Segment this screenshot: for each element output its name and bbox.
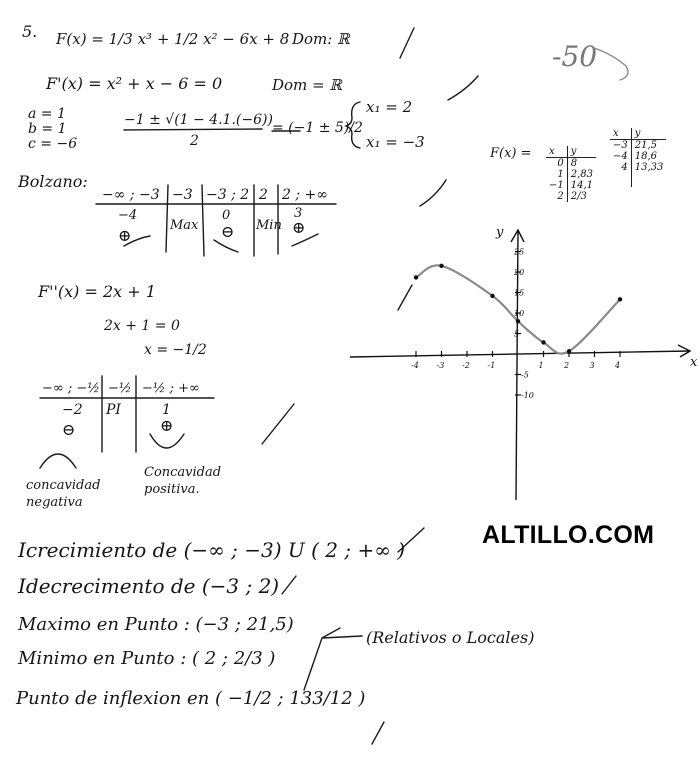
problem-number: 5. [22, 22, 38, 41]
table2-x-1: −3 [610, 140, 631, 152]
table1-y-3: 14,1 [570, 180, 594, 191]
y-tick-label: 5 [514, 329, 520, 339]
table1-x-4: 2 [546, 191, 567, 202]
data-point [439, 264, 443, 268]
concavity-value-2: PI [106, 402, 121, 418]
bolzano-header-4: 2 [259, 187, 268, 203]
bolzano-sign-1: ⊕ [118, 226, 132, 245]
maximum-point: Maximo en Punto : (−3 ; 21,5) [18, 614, 294, 635]
x-tick-label: 2 [564, 361, 570, 370]
y-axis-label: y [496, 225, 504, 240]
concavity-header-2: −½ [108, 381, 132, 396]
derivative-domain: Dom = ℝ [272, 76, 342, 94]
x-tick-label: 4 [615, 361, 621, 370]
x-axis-label: x [690, 355, 698, 370]
grade-mark: -50 [552, 40, 598, 73]
y-tick-label: 15 [514, 288, 525, 298]
relative-extrema-note: (Relativos o Locales) [366, 628, 535, 647]
table2-header-x: x [610, 128, 631, 140]
quadratic-result: = (−1 ± 5)/2 [272, 120, 363, 136]
function-definition: F(x) = 1/3 x³ + 1/2 x² − 6x + 8 [56, 30, 290, 48]
table1-y-4: 2/3 [570, 191, 587, 202]
concavity-positive-label: Concavidad [144, 465, 222, 480]
bolzano-value-4: Min [256, 218, 282, 233]
table1-x-1: 0 [546, 158, 567, 170]
concavity-sign-1: ⊖ [62, 420, 76, 439]
bolzano-sign-5: ⊕ [292, 218, 306, 237]
x-axis [350, 351, 690, 357]
quadratic-formula: −1 ± √(1 − 4.1.(−6)) [124, 112, 273, 128]
table1-y-2: 2,83 [570, 169, 594, 180]
x-tick-label: -1 [487, 361, 496, 370]
concavity-value-3: 1 [162, 402, 171, 418]
concavity-value-1: −2 [62, 402, 83, 418]
inflection-x: x = −1/2 [144, 342, 207, 358]
concavity-negative-label-2: negativa [26, 495, 83, 510]
concavity-negative-label: concavidad [26, 478, 101, 493]
bolzano-header-1: −∞ ; −3 [102, 187, 160, 203]
concavity-sign-3: ⊕ [160, 416, 174, 435]
bolzano-header-3: −3 ; 2 [206, 187, 250, 203]
bolzano-value-1: −4 [118, 208, 138, 223]
y-tick-label: 25 [514, 247, 525, 257]
table2-x-2: −4 [610, 151, 631, 162]
table2-x-3: 4 [610, 162, 631, 173]
minimum-point: Minimo en Punto : ( 2 ; 2/3 ) [18, 648, 276, 669]
y-tick-label: 10 [514, 309, 525, 318]
bolzano-value-3: 0 [222, 208, 231, 223]
root-2: x₁ = −3 [366, 133, 425, 151]
table1-header-x: x [546, 146, 567, 158]
y-tick-label: -5 [521, 370, 529, 380]
data-point [541, 340, 545, 344]
value-table-label: F(x) = [490, 146, 532, 161]
table2-y-3: 13,33 [634, 162, 664, 173]
second-derivative-equation: 2x + 1 = 0 [104, 318, 180, 334]
bolzano-value-5: 3 [294, 206, 303, 221]
root-1: x₁ = 2 [366, 98, 413, 116]
table1-header-y: y [567, 146, 596, 158]
table1-x-3: −1 [546, 180, 567, 191]
decreasing-interval: Idecrecimento de (−3 ; 2) [18, 574, 280, 598]
table2-y-1: 21,5 [634, 140, 658, 151]
bolzano-header-5: 2 ; +∞ [282, 187, 328, 203]
bolzano-label: Bolzano: [18, 172, 88, 191]
coefficient-c: c = −6 [28, 136, 78, 152]
concavity-positive-label-2: positiva. [144, 482, 200, 497]
data-point [414, 275, 418, 279]
x-tick-label: -4 [411, 361, 419, 370]
inflection-point: Punto de inflexion en ( −1/2 ; 133/12 ) [16, 688, 366, 709]
concavity-header-1: −∞ ; −½ [42, 381, 100, 396]
x-tick-label: 1 [538, 361, 544, 370]
coefficient-b: b = 1 [28, 121, 67, 137]
watermark-text: ALTILLO.COM [482, 521, 655, 549]
x-tick-label: -2 [462, 361, 470, 370]
y-tick-label: 20 [514, 268, 525, 277]
data-point [516, 319, 520, 323]
data-point [490, 294, 494, 298]
y-tick-label: -10 [521, 391, 534, 400]
data-point [618, 297, 622, 301]
bolzano-header-2: −3 [172, 187, 193, 203]
table1-y-1: 8 [570, 158, 578, 169]
x-tick-label: -3 [436, 361, 445, 370]
bolzano-sign-3: ⊖ [221, 222, 235, 241]
data-point [567, 349, 571, 353]
quadratic-denominator: 2 [190, 133, 199, 149]
table2-y-2: 18,6 [634, 151, 658, 162]
increasing-interval: Icrecimiento de (−∞ ; −3) U ( 2 ; +∞ ) [18, 538, 406, 562]
bolzano-value-2: Max [170, 218, 199, 233]
table2-header-y: y [631, 128, 666, 140]
table1-x-2: 1 [546, 169, 567, 180]
first-derivative: F'(x) = x² + x − 6 = 0 [46, 74, 223, 93]
concavity-header-3: −½ ; +∞ [142, 381, 200, 396]
coefficient-a: a = 1 [28, 106, 66, 122]
x-tick-label: 3 [589, 361, 595, 370]
second-derivative: F''(x) = 2x + 1 [38, 282, 156, 301]
function-domain: Dom: ℝ [292, 30, 350, 48]
